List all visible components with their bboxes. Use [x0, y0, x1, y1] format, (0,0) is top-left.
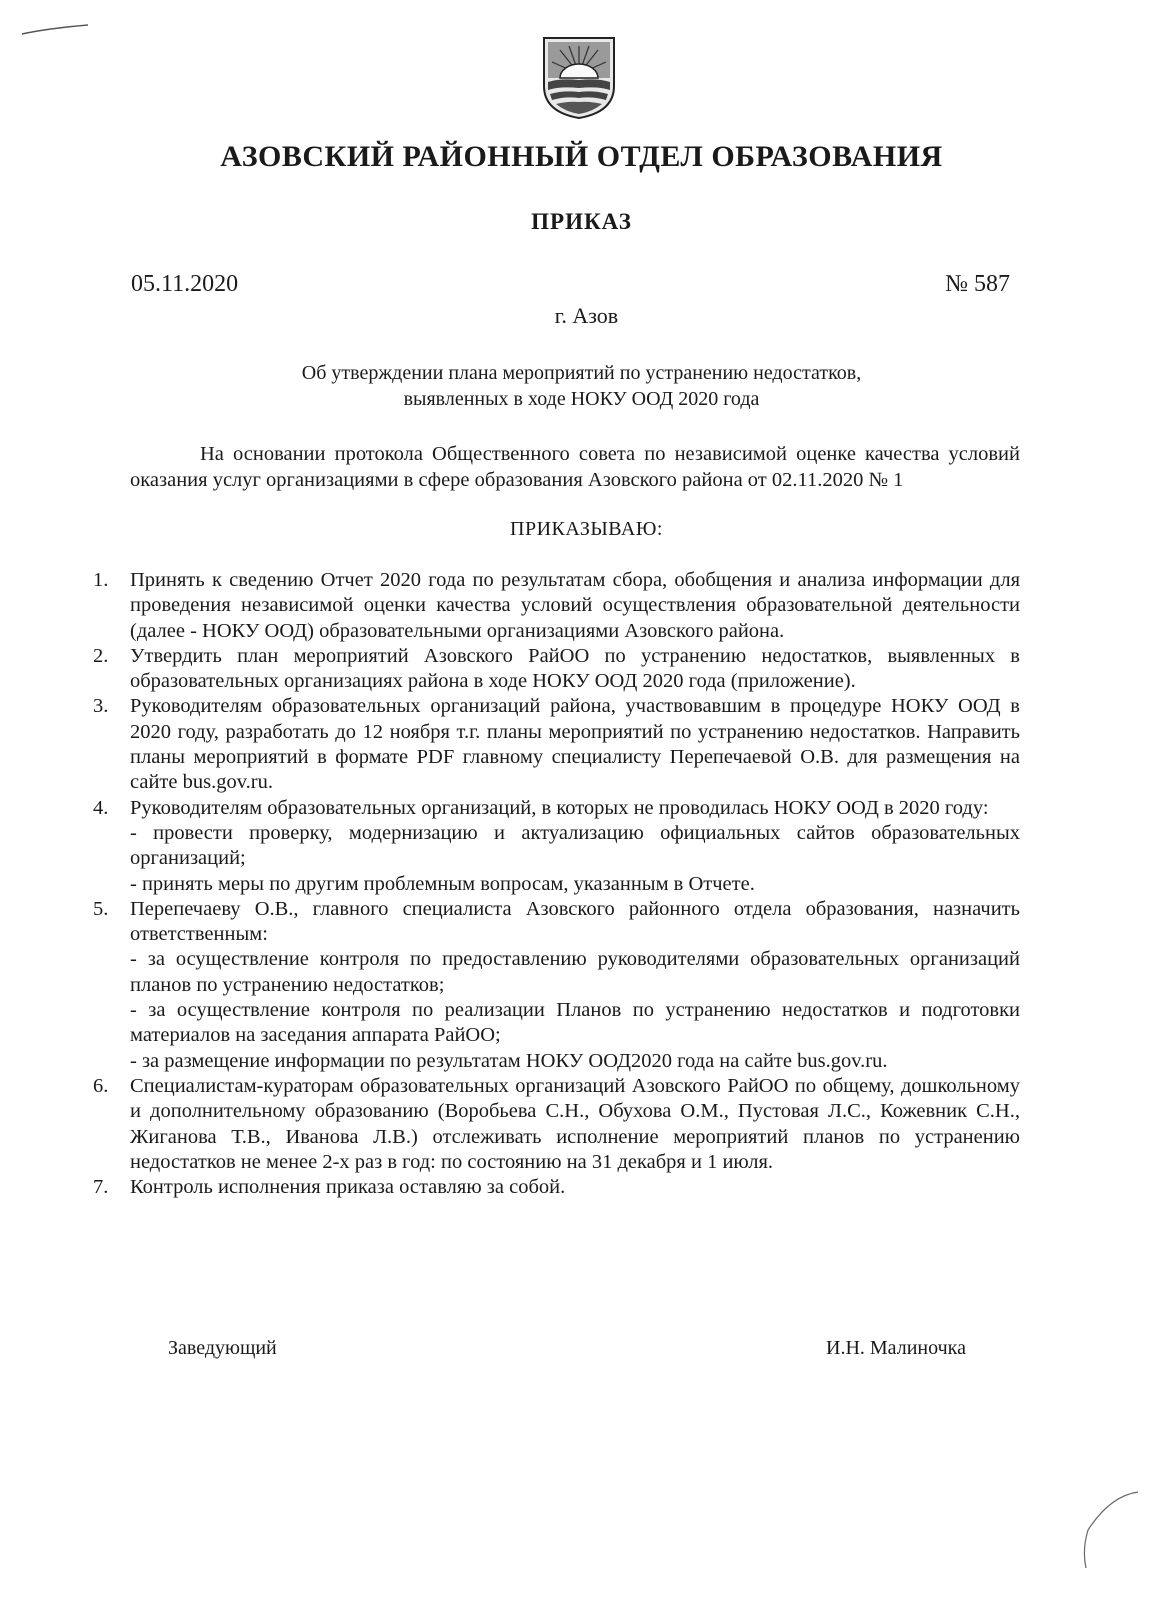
signatory-name: И.Н. Малиночка	[826, 1337, 966, 1359]
item-paragraph: - за осуществление контроля по реализации Планов по устранению недостатков и подготовки материалов на заседания аппарата РайОО;	[130, 999, 1020, 1047]
list-item	[93, 796, 1020, 897]
document-type: ПРИКАЗ	[531, 209, 632, 234]
basis-paragraph: На основании протокола Общественного совета по независимой оценке качества условий оказания услуг организациями в сфере образования Азовского района от 02.11.2020 № 1	[130, 443, 1020, 491]
item-number: 3.	[93, 695, 109, 718]
list-item	[93, 568, 1020, 644]
item-paragraph: - принять меры по другим проблемным вопросам, указанным в Отчете.	[130, 872, 755, 895]
list-item	[93, 1175, 1020, 1200]
list-item	[93, 897, 1020, 1074]
item-number: 2.	[93, 644, 109, 667]
item-number: 5.	[93, 897, 109, 920]
item-paragraph: Перепечаеву О.В., главного специалиста Азовского районного отдела образования, назначить ответственным:	[130, 897, 1020, 946]
item-paragraph: - за осуществление контроля по предоставлению руководителями образовательных организаций планов по устранению недостатков;	[130, 948, 1020, 996]
document-subject	[0, 360, 1163, 412]
signatory-title: Заведующий	[168, 1337, 277, 1359]
document-date: 05.11.2020	[131, 271, 239, 297]
document-number: № 587	[945, 271, 1010, 297]
item-paragraph: Утвердить план мероприятий Азовского РайОО по устранению недостатков, выявленных в образовательных организациях района в ходе НОКУ ООД 2020 года (приложение).	[130, 644, 1020, 693]
item-paragraph: Руководителям образовательных организаций, в которых не проводилась НОКУ ООД в 2020 году:	[130, 796, 989, 819]
item-number: 1.	[93, 569, 109, 591]
page-corner-fold-mark	[1080, 1490, 1140, 1570]
list-item	[93, 1074, 1020, 1175]
list-item	[93, 694, 1020, 795]
subject-line: Об утверждении плана мероприятий по устранению недостатков,	[301, 362, 862, 384]
item-paragraph: - провести проверку, модернизацию и актуализацию официальных сайтов образовательных организаций;	[130, 821, 1020, 870]
item-paragraph: Руководителям образовательных организаций района, участвовавшим в процедуре НОКУ ООД в 2020 году, разработать до 12 ноября т.г. планы мероприятий по устранению недостатков. Направить планы мероприятий в формате PDF главному специалисту Перепечаевой О.В. для размещения на сайте bus.gov.ru.	[130, 695, 1020, 794]
order-heading: ПРИКАЗЫВАЮ:	[510, 518, 663, 540]
item-number: 7.	[93, 1176, 109, 1199]
item-paragraph: Специалистам-кураторам образовательных организаций Азовского РайОО по общему, дошкольному и дополнительному образованию (Воробьева С.Н., Обухова О.М., Пустовая Л.С., Кожевник С.Н., Жиганова Т.В., Иванова Л.В.) отслеживать исполнение мероприятий планов по устранению недостатков не менее 2-х раз в год: по состоянию на 31 декабря и 1 июля.	[130, 1074, 1020, 1173]
item-number: 6.	[93, 1074, 109, 1097]
pen-stroke-mark	[20, 22, 90, 36]
coat-of-arms-icon	[540, 34, 618, 120]
subject-line: выявленных в ходе НОКУ ООД 2020 года	[403, 388, 760, 410]
organization-name: АЗОВСКИЙ РАЙОННЫЙ ОТДЕЛ ОБРАЗОВАНИЯ	[220, 140, 943, 173]
item-paragraph: Принять к сведению Отчет 2020 года по результатам сбора, обобщения и анализа информации для проведения независимой оценки качества условий осуществления образовательной деятельности (далее - НОКУ ООД) образовательными организациями Азовского района.	[130, 569, 1020, 642]
document-city: г. Азов	[554, 303, 619, 328]
item-paragraph: - за размещение информации по результатам НОКУ ООД2020 года на сайте bus.gov.ru.	[130, 1049, 888, 1072]
order-items-list	[93, 568, 1020, 1200]
item-paragraph: Контроль исполнения приказа оставляю за собой.	[130, 1176, 566, 1199]
item-number: 4.	[93, 796, 109, 819]
list-item	[93, 644, 1020, 695]
